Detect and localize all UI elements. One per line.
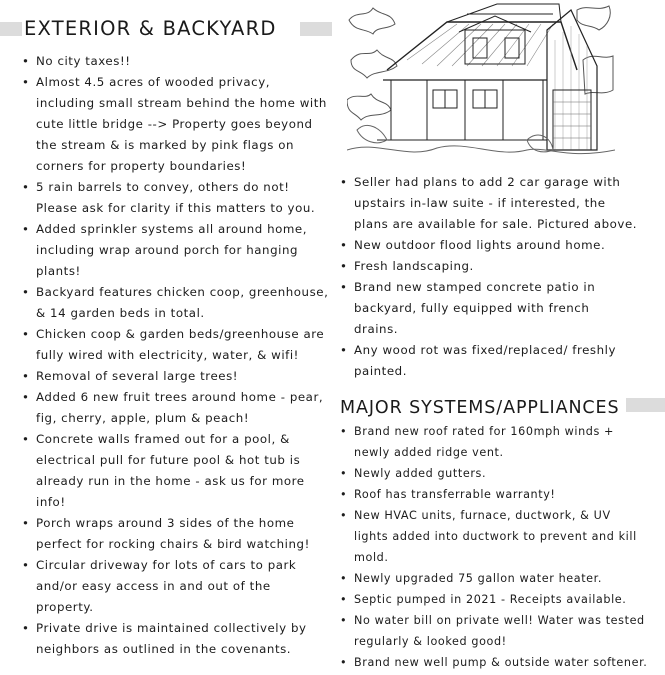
list-item-line: • No city taxes!!: [36, 54, 131, 68]
garage-house-sketch-icon: [347, 0, 615, 170]
list-item: [22, 513, 332, 555]
garage-list: [340, 172, 640, 382]
list-item-line: • Any wood rot was fixed/replaced/ freshly: [354, 343, 617, 357]
list-item-line: • Added 6 new fruit trees around home - pear,: [36, 390, 324, 404]
list-item-line: backyard, fully equipped with french: [354, 301, 590, 315]
list-item-line: • Removal of several large trees!: [36, 369, 239, 383]
list-item-line: fully wired with electricity, water, & wifi!: [36, 348, 299, 362]
systems-heading: MAJOR SYSTEMS/APPLIANCES: [340, 398, 620, 418]
list-item: [22, 219, 332, 282]
list-item: [340, 340, 640, 382]
list-item-line: • Porch wraps around 3 sides of the home: [36, 516, 295, 530]
exterior-heading-bar-right: [300, 22, 332, 36]
exterior-list: [22, 51, 332, 660]
list-item-line: • Circular driveway for lots of cars to park: [36, 558, 297, 572]
exterior-heading-bar: [0, 22, 22, 36]
list-item: [340, 235, 640, 256]
list-item-line: • Roof has transferrable warranty!: [354, 488, 556, 501]
list-item-line: Please ask for clarity if this matters to you.: [36, 201, 316, 215]
list-item: [340, 256, 640, 277]
list-item-line: • 5 rain barrels to convey, others do not!: [36, 180, 290, 194]
list-item-line: • Brand new stamped concrete patio in: [354, 280, 596, 294]
list-item: [22, 324, 332, 366]
list-item: [22, 387, 332, 429]
systems-heading-bar: [626, 398, 665, 412]
list-item-line: • Seller had plans to add 2 car garage with: [354, 175, 621, 189]
list-item-line: • Fresh landscaping.: [354, 259, 474, 273]
list-item: [340, 568, 660, 589]
list-item-line: • New outdoor flood lights around home.: [354, 238, 606, 252]
list-item-line: the stream & is marked by pink flags on: [36, 138, 295, 152]
list-item: [340, 277, 640, 340]
list-item-line: info!: [36, 495, 66, 509]
list-item-line: • No water bill on private well! Water was tested: [354, 614, 645, 627]
list-item-line: • Private drive is maintained collectively by: [36, 621, 307, 635]
list-item: [22, 282, 332, 324]
list-item-line: property.: [36, 600, 94, 614]
list-item: [22, 51, 332, 72]
list-item: [340, 172, 640, 235]
list-item-line: • Backyard features chicken coop, greenhouse,: [36, 285, 329, 299]
list-item: [340, 505, 660, 568]
list-item-line: & 14 garden beds in total.: [36, 306, 205, 320]
list-item-line: lights added into ductwork to prevent and kill: [354, 530, 637, 543]
list-item-line: fig, cherry, apple, plum & peach!: [36, 411, 250, 425]
list-item-line: • Newly added gutters.: [354, 467, 487, 480]
exterior-heading: EXTERIOR & BACKYARD: [24, 17, 277, 40]
list-item-line: regularly & looked good!: [354, 635, 507, 648]
list-item-line: and/or easy access in and out of the: [36, 579, 271, 593]
list-item-line: • Septic pumped in 2021 - Receipts available.: [354, 593, 627, 606]
list-item: [22, 618, 332, 660]
list-item-line: • Almost 4.5 acres of wooded privacy,: [36, 75, 271, 89]
list-item-line: electrical pull for future pool & hot tub is: [36, 453, 301, 467]
list-item-line: • Chicken coop & garden beds/greenhouse are: [36, 327, 325, 341]
list-item-line: neighbors as outlined in the covenants.: [36, 642, 292, 656]
list-item: [340, 589, 660, 610]
list-item-line: • Brand new well pump & outside water softener.: [354, 656, 648, 669]
list-item: [340, 484, 660, 505]
list-item-line: plans are available for sale. Pictured above.: [354, 217, 638, 231]
list-item: [22, 429, 332, 513]
list-item-line: • Brand new roof rated for 160mph winds +: [354, 425, 615, 438]
list-item: [340, 463, 660, 484]
list-item-line: corners for property boundaries!: [36, 159, 247, 173]
list-item: [340, 652, 660, 673]
list-item-line: newly added ridge vent.: [354, 446, 504, 459]
list-item-line: • Added sprinkler systems all around home,: [36, 222, 308, 236]
list-item-line: upstairs in-law suite - if interested, the: [354, 196, 606, 210]
list-item-line: including wrap around porch for hanging: [36, 243, 299, 257]
list-item-line: • New HVAC units, furnace, ductwork, & UV: [354, 509, 611, 522]
list-item-line: perfect for rocking chairs & bird watching!: [36, 537, 310, 551]
list-item-line: plants!: [36, 264, 81, 278]
list-item: [22, 72, 332, 177]
list-item: [340, 610, 660, 652]
list-item: [340, 421, 660, 463]
list-item-line: including small stream behind the home with: [36, 96, 327, 110]
list-item-line: • Concrete walls framed out for a pool, &: [36, 432, 290, 446]
list-item-line: cute little bridge --> Property goes beyond: [36, 117, 313, 131]
list-item: [22, 177, 332, 219]
list-item: [22, 555, 332, 618]
systems-list: [340, 421, 660, 673]
list-item-line: already run in the home - ask us for more: [36, 474, 305, 488]
list-item-line: mold.: [354, 551, 389, 564]
list-item-line: • Newly upgraded 75 gallon water heater.: [354, 572, 602, 585]
list-item-line: painted.: [354, 364, 407, 378]
list-item-line: drains.: [354, 322, 399, 336]
list-item: [22, 366, 332, 387]
